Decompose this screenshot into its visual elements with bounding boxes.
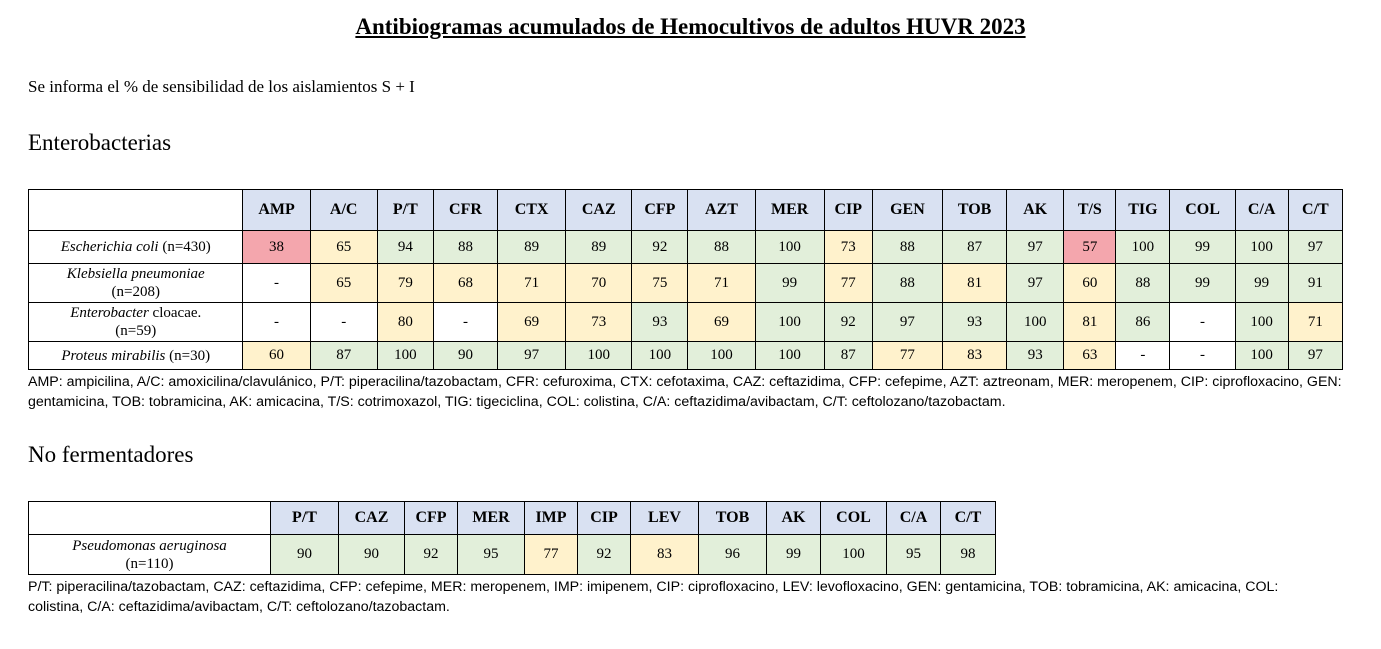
column-header: GEN [872, 190, 942, 231]
species-name: Proteus mirabilis [61, 347, 166, 364]
susceptibility-cell: 69 [688, 303, 755, 342]
susceptibility-cell: 88 [688, 231, 755, 264]
organism-name-cell [29, 264, 243, 303]
header-blank-cell [29, 190, 243, 231]
susceptibility-cell: 100 [1007, 303, 1064, 342]
susceptibility-cell: 81 [943, 264, 1007, 303]
susceptibility-cell: 77 [824, 264, 872, 303]
susceptibility-cell: 100 [1235, 231, 1288, 264]
susceptibility-cell: 93 [1007, 342, 1064, 370]
isolate-count: (n=30) [165, 347, 211, 364]
table-row [29, 535, 996, 575]
susceptibility-cell: 38 [243, 231, 310, 264]
susceptibility-cell: 100 [821, 535, 887, 575]
column-header: P/T [271, 502, 339, 535]
no-fermentadores-footnote: P/T: piperacilina/tazobactam, CAZ: ceftazidima, CFP: cefepime, MER: meropenem, IMP: imipenem, CIP: ciprofloxacino, LEV: levofloxacino, GEN: gentamicina, TOB: tobramicina, AK: amicacina, COL: colistina, C/A: ceftazidima/avibactam, C/T: ceftolozano/tazobactam. [28, 579, 1279, 615]
susceptibility-cell: 92 [632, 231, 688, 264]
column-header: CAZ [566, 190, 632, 231]
organism-name-cell [29, 342, 243, 370]
susceptibility-cell: 71 [1288, 303, 1342, 342]
susceptibility-cell: 80 [377, 303, 433, 342]
organism-name-cell [29, 231, 243, 264]
isolate-count: (n=110) [125, 555, 174, 572]
susceptibility-cell: 83 [631, 535, 699, 575]
susceptibility-cell: 97 [498, 342, 566, 370]
column-header: C/T [1288, 190, 1342, 231]
susceptibility-cell: 88 [872, 231, 942, 264]
column-header: P/T [377, 190, 433, 231]
susceptibility-cell: 75 [632, 264, 688, 303]
susceptibility-cell: 100 [755, 342, 824, 370]
susceptibility-cell: 83 [943, 342, 1007, 370]
susceptibility-cell: - [310, 303, 377, 342]
column-header: AMP [243, 190, 310, 231]
susceptibility-cell: 65 [310, 264, 377, 303]
susceptibility-cell: - [1170, 342, 1235, 370]
susceptibility-cell: 89 [498, 231, 566, 264]
no-fermentadores-table [28, 501, 996, 575]
susceptibility-cell: 99 [1170, 231, 1235, 264]
enterobacterias-footnote: AMP: ampicilina, A/C: amoxicilina/clavulánico, P/T: piperacilina/tazobactam, CFR: cefuroxima, CTX: cefotaxima, CAZ: ceftazidima, CFP: cefepime, AZT: aztreonam, MER: meropenem, CIP: ciprofloxacino, GEN: gentamicina, TOB: tobramicina, AK: amicacina, T/S: cotrimoxazol, TIG: tigeciclina, COL: colistina, C/A: ceftazidima/avibactam, C/T: ceftolozano/tazobactam. [28, 374, 1342, 410]
column-header: CFR [433, 190, 497, 231]
susceptibility-cell: 71 [498, 264, 566, 303]
susceptibility-cell: 99 [755, 264, 824, 303]
susceptibility-cell: 97 [1288, 342, 1342, 370]
section-heading-enterobacterias: Enterobacterias [28, 130, 172, 155]
susceptibility-cell: 98 [941, 535, 996, 575]
susceptibility-cell: 63 [1064, 342, 1116, 370]
susceptibility-cell: 65 [310, 231, 377, 264]
susceptibility-cell: 88 [872, 264, 942, 303]
column-header: C/T [941, 502, 996, 535]
susceptibility-cell: 94 [377, 231, 433, 264]
species-name: Pseudomonas aeruginosa [72, 537, 227, 554]
susceptibility-cell: 77 [525, 535, 578, 575]
column-header: CFP [632, 190, 688, 231]
isolate-count: (n=208) [111, 284, 160, 300]
susceptibility-cell: 77 [872, 342, 942, 370]
susceptibility-cell: 73 [824, 231, 872, 264]
susceptibility-cell: 99 [1235, 264, 1288, 303]
susceptibility-cell: 100 [755, 231, 824, 264]
column-header: C/A [887, 502, 941, 535]
susceptibility-cell: 99 [767, 535, 821, 575]
susceptibility-cell: 90 [271, 535, 339, 575]
susceptibility-cell: 100 [688, 342, 755, 370]
column-header: TOB [943, 190, 1007, 231]
column-header: A/C [310, 190, 377, 231]
susceptibility-cell: 100 [1235, 342, 1288, 370]
susceptibility-cell: 71 [688, 264, 755, 303]
susceptibility-cell: 60 [1064, 264, 1116, 303]
susceptibility-cell: 97 [1288, 231, 1342, 264]
susceptibility-cell: - [243, 264, 310, 303]
table-row [29, 231, 1343, 264]
column-header: IMP [525, 502, 578, 535]
susceptibility-cell: 57 [1064, 231, 1116, 264]
susceptibility-cell: 92 [578, 535, 631, 575]
table-row [29, 342, 1343, 370]
isolate-count: (n=59) [115, 323, 157, 339]
table-row [29, 303, 1343, 342]
susceptibility-cell: 89 [566, 231, 632, 264]
susceptibility-cell: 91 [1288, 264, 1342, 303]
susceptibility-cell: 100 [755, 303, 824, 342]
susceptibility-cell: 87 [824, 342, 872, 370]
section-heading-no-fermentadores: No fermentadores [28, 442, 194, 467]
susceptibility-cell: 79 [377, 264, 433, 303]
susceptibility-cell: 97 [872, 303, 942, 342]
isolate-count: (n=430) [158, 239, 211, 255]
susceptibility-cell: 100 [566, 342, 632, 370]
susceptibility-cell: 69 [498, 303, 566, 342]
susceptibility-cell: 68 [433, 264, 497, 303]
species-name: Enterobacter [70, 305, 149, 321]
susceptibility-cell: 86 [1116, 303, 1170, 342]
susceptibility-cell: 88 [1116, 264, 1170, 303]
table-header-row [29, 502, 996, 535]
susceptibility-cell: 92 [824, 303, 872, 342]
susceptibility-cell: 90 [339, 535, 405, 575]
header-blank-cell [29, 502, 271, 535]
susceptibility-cell: 100 [377, 342, 433, 370]
susceptibility-cell: 95 [887, 535, 941, 575]
table-header-row [29, 190, 1343, 231]
column-header: T/S [1064, 190, 1116, 231]
susceptibility-cell: 93 [632, 303, 688, 342]
susceptibility-cell: 97 [1007, 264, 1064, 303]
column-header: TIG [1116, 190, 1170, 231]
susceptibility-cell: 100 [632, 342, 688, 370]
susceptibility-cell: 100 [1116, 231, 1170, 264]
susceptibility-cell: 93 [943, 303, 1007, 342]
susceptibility-cell: 95 [458, 535, 525, 575]
column-header: TOB [699, 502, 767, 535]
column-header: MER [458, 502, 525, 535]
column-header: CTX [498, 190, 566, 231]
column-header: AZT [688, 190, 755, 231]
susceptibility-cell: - [243, 303, 310, 342]
column-header: AK [1007, 190, 1064, 231]
subtitle: Se informa el % de sensibilidad de los aislamientos S + I [28, 77, 415, 96]
column-header: COL [1170, 190, 1235, 231]
species-name: Klebsiella pneumoniae [66, 266, 205, 282]
column-header: CIP [578, 502, 631, 535]
enterobacterias-table [28, 189, 1343, 370]
susceptibility-cell: 96 [699, 535, 767, 575]
susceptibility-cell: 92 [405, 535, 458, 575]
column-header: COL [821, 502, 887, 535]
susceptibility-cell: 81 [1064, 303, 1116, 342]
susceptibility-cell: 60 [243, 342, 310, 370]
susceptibility-cell: 70 [566, 264, 632, 303]
organism-name-cell [29, 303, 243, 342]
susceptibility-cell: 100 [1235, 303, 1288, 342]
page-title: Antibiogramas acumulados de Hemocultivos de adultos HUVR 2023 [355, 14, 1026, 39]
column-header: AK [767, 502, 821, 535]
column-header: CAZ [339, 502, 405, 535]
susceptibility-cell: - [433, 303, 497, 342]
susceptibility-cell: 73 [566, 303, 632, 342]
susceptibility-cell: - [1170, 303, 1235, 342]
susceptibility-cell: 90 [433, 342, 497, 370]
table-row [29, 264, 1343, 303]
susceptibility-cell: 99 [1170, 264, 1235, 303]
column-header: CFP [405, 502, 458, 535]
species-name: Escherichia coli [60, 239, 159, 255]
column-header: MER [755, 190, 824, 231]
susceptibility-cell: 87 [310, 342, 377, 370]
susceptibility-cell: 88 [433, 231, 497, 264]
organism-name-cell [29, 535, 271, 575]
susceptibility-cell: 87 [943, 231, 1007, 264]
isolate-count: cloacae. [148, 305, 202, 321]
column-header: C/A [1235, 190, 1288, 231]
column-header: CIP [824, 190, 872, 231]
susceptibility-cell: 97 [1007, 231, 1064, 264]
column-header: LEV [631, 502, 699, 535]
susceptibility-cell: - [1116, 342, 1170, 370]
